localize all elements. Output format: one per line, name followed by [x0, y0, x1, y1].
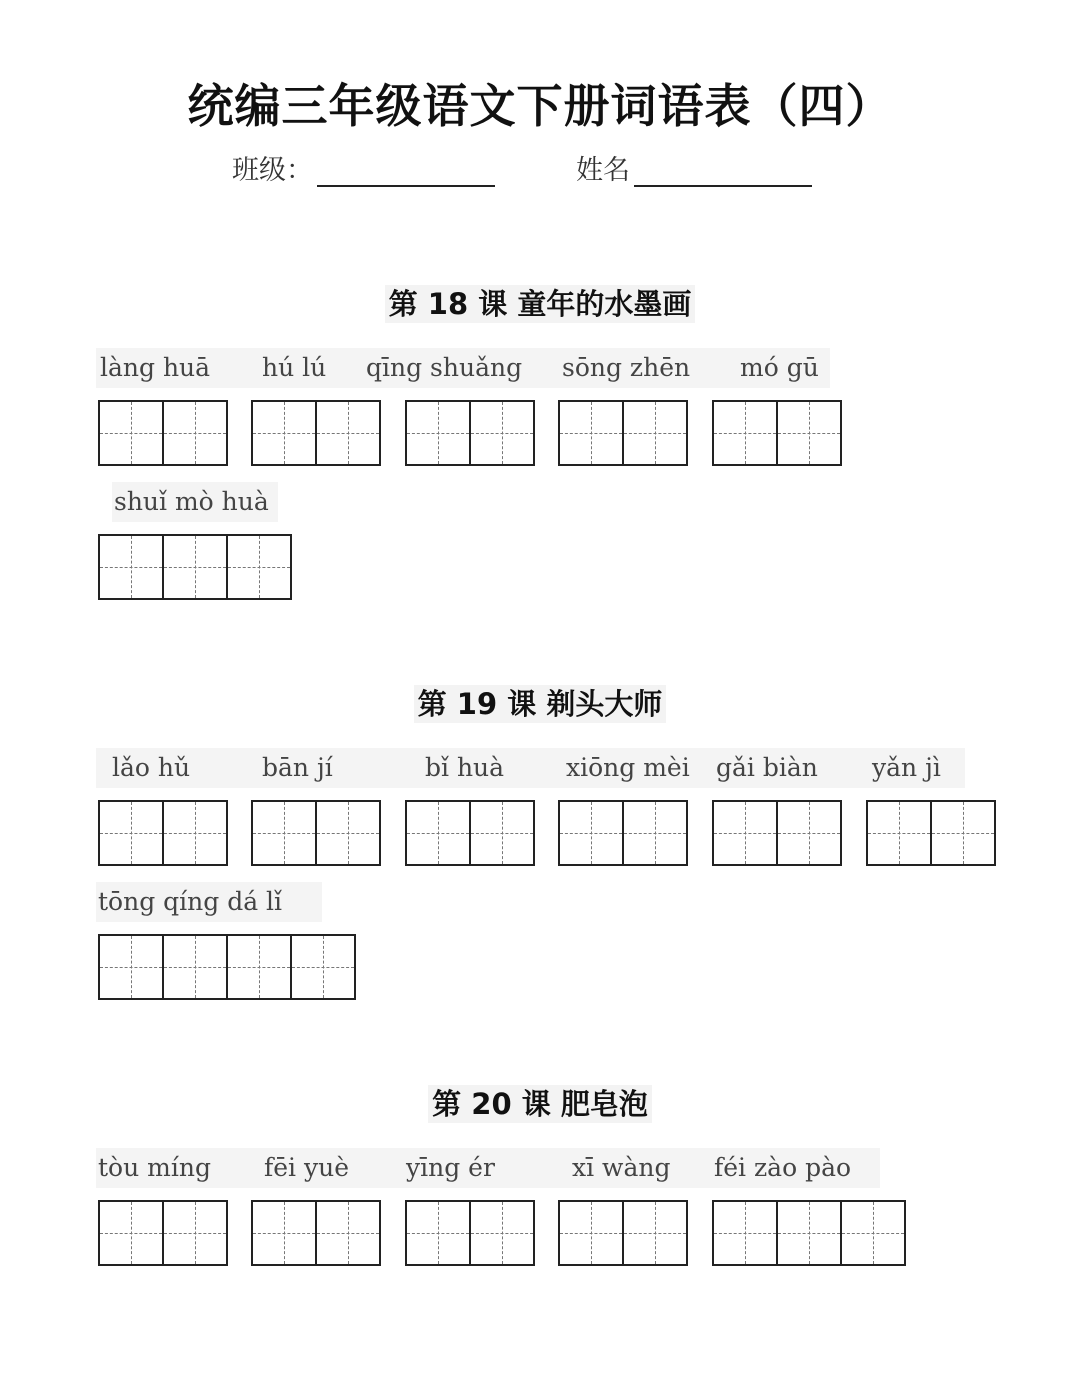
tianzige-cell[interactable]: [253, 802, 315, 864]
class-label: 班级：: [232, 155, 313, 186]
tianzige-answer-grid[interactable]: [98, 1200, 228, 1266]
tianzige-answer-grid[interactable]: [558, 800, 688, 866]
tianzige-answer-grid[interactable]: [251, 800, 381, 866]
class-blank[interactable]: [317, 155, 495, 187]
tianzige-answer-grid[interactable]: [98, 400, 228, 466]
pinyin-prompt: lǎo hǔ: [112, 753, 191, 782]
tianzige-cell[interactable]: [560, 402, 622, 464]
tianzige-cell[interactable]: [469, 1202, 533, 1264]
tianzige-cell[interactable]: [162, 536, 226, 598]
tianzige-cell[interactable]: [100, 1202, 162, 1264]
lesson-title: [0, 282, 1080, 323]
tianzige-cell[interactable]: [622, 1202, 686, 1264]
tianzige-answer-grid[interactable]: [712, 1200, 906, 1266]
pinyin-row-background: [96, 748, 965, 788]
name-blank[interactable]: [634, 155, 812, 187]
tianzige-answer-grid[interactable]: [405, 800, 535, 866]
pinyin-prompt: gǎi biàn: [716, 753, 818, 782]
tianzige-answer-grid[interactable]: [558, 400, 688, 466]
name-label: 姓名: [576, 155, 630, 186]
tianzige-cell[interactable]: [226, 936, 290, 998]
lesson-title-text: 第 20 课 肥皂泡: [428, 1085, 652, 1123]
tianzige-answer-grid[interactable]: [98, 934, 356, 1000]
lesson-title: [0, 1082, 1080, 1123]
lesson-title-text: 第 19 课 剃头大师: [414, 685, 667, 723]
tianzige-answer-grid[interactable]: [98, 800, 228, 866]
lesson-title: [0, 682, 1080, 723]
tianzige-cell[interactable]: [253, 402, 315, 464]
pinyin-prompt: hú lú: [262, 353, 327, 382]
tianzige-cell[interactable]: [315, 1202, 379, 1264]
tianzige-cell[interactable]: [714, 402, 776, 464]
pinyin-prompt: yīng ér: [406, 1153, 495, 1182]
pinyin-prompt: tōng qíng dá lǐ: [98, 887, 283, 916]
tianzige-answer-grid[interactable]: [866, 800, 996, 866]
tianzige-cell[interactable]: [100, 536, 162, 598]
tianzige-answer-grid[interactable]: [712, 400, 842, 466]
tianzige-cell[interactable]: [315, 402, 379, 464]
tianzige-cell[interactable]: [714, 802, 776, 864]
pinyin-prompt: tòu míng: [98, 1153, 211, 1182]
tianzige-cell[interactable]: [162, 936, 226, 998]
tianzige-cell[interactable]: [407, 402, 469, 464]
tianzige-cell[interactable]: [560, 1202, 622, 1264]
tianzige-cell[interactable]: [560, 802, 622, 864]
pinyin-prompt: bǐ huà: [425, 753, 505, 782]
tianzige-cell[interactable]: [622, 802, 686, 864]
tianzige-cell[interactable]: [162, 1202, 226, 1264]
tianzige-cell[interactable]: [100, 402, 162, 464]
pinyin-prompt: mó gū: [740, 353, 819, 382]
tianzige-answer-grid[interactable]: [405, 1200, 535, 1266]
pinyin-prompt: xī wàng: [572, 1153, 671, 1182]
tianzige-cell[interactable]: [100, 802, 162, 864]
worksheet-title: 统编三年级语文下册词语表（四）: [187, 79, 893, 133]
tianzige-answer-grid[interactable]: [251, 1200, 381, 1266]
tianzige-answer-grid[interactable]: [712, 800, 842, 866]
tianzige-cell[interactable]: [622, 402, 686, 464]
pinyin-prompt: féi zào pào: [714, 1153, 852, 1182]
tianzige-cell[interactable]: [930, 802, 994, 864]
tianzige-cell[interactable]: [162, 402, 226, 464]
pinyin-prompt: yǎn jì: [872, 753, 941, 782]
tianzige-cell[interactable]: [226, 536, 290, 598]
pinyin-prompt: bān jí: [262, 753, 333, 782]
pinyin-prompt: sōng zhēn: [562, 353, 691, 382]
class-field[interactable]: [232, 148, 495, 187]
name-field[interactable]: [576, 148, 812, 187]
tianzige-cell[interactable]: [776, 1202, 840, 1264]
tianzige-cell[interactable]: [868, 802, 930, 864]
tianzige-cell[interactable]: [407, 1202, 469, 1264]
tianzige-cell[interactable]: [407, 802, 469, 864]
pinyin-prompt: fēi yuè: [264, 1153, 350, 1182]
pinyin-prompt: làng huā: [100, 353, 211, 382]
tianzige-cell[interactable]: [776, 402, 840, 464]
pinyin-prompt: shuǐ mò huà: [114, 487, 269, 516]
tianzige-cell[interactable]: [100, 936, 162, 998]
tianzige-answer-grid[interactable]: [405, 400, 535, 466]
tianzige-cell[interactable]: [162, 802, 226, 864]
tianzige-cell[interactable]: [290, 936, 354, 998]
tianzige-cell[interactable]: [469, 402, 533, 464]
pinyin-prompt: xiōng mèi: [566, 753, 690, 782]
tianzige-cell[interactable]: [840, 1202, 904, 1264]
tianzige-cell[interactable]: [714, 1202, 776, 1264]
pinyin-prompt: qīng shuǎng: [366, 353, 523, 382]
tianzige-answer-grid[interactable]: [251, 400, 381, 466]
tianzige-answer-grid[interactable]: [558, 1200, 688, 1266]
tianzige-cell[interactable]: [315, 802, 379, 864]
tianzige-cell[interactable]: [776, 802, 840, 864]
lesson-title-text: 第 18 课 童年的水墨画: [385, 285, 696, 323]
tianzige-cell[interactable]: [253, 1202, 315, 1264]
tianzige-answer-grid[interactable]: [98, 534, 292, 600]
tianzige-cell[interactable]: [469, 802, 533, 864]
